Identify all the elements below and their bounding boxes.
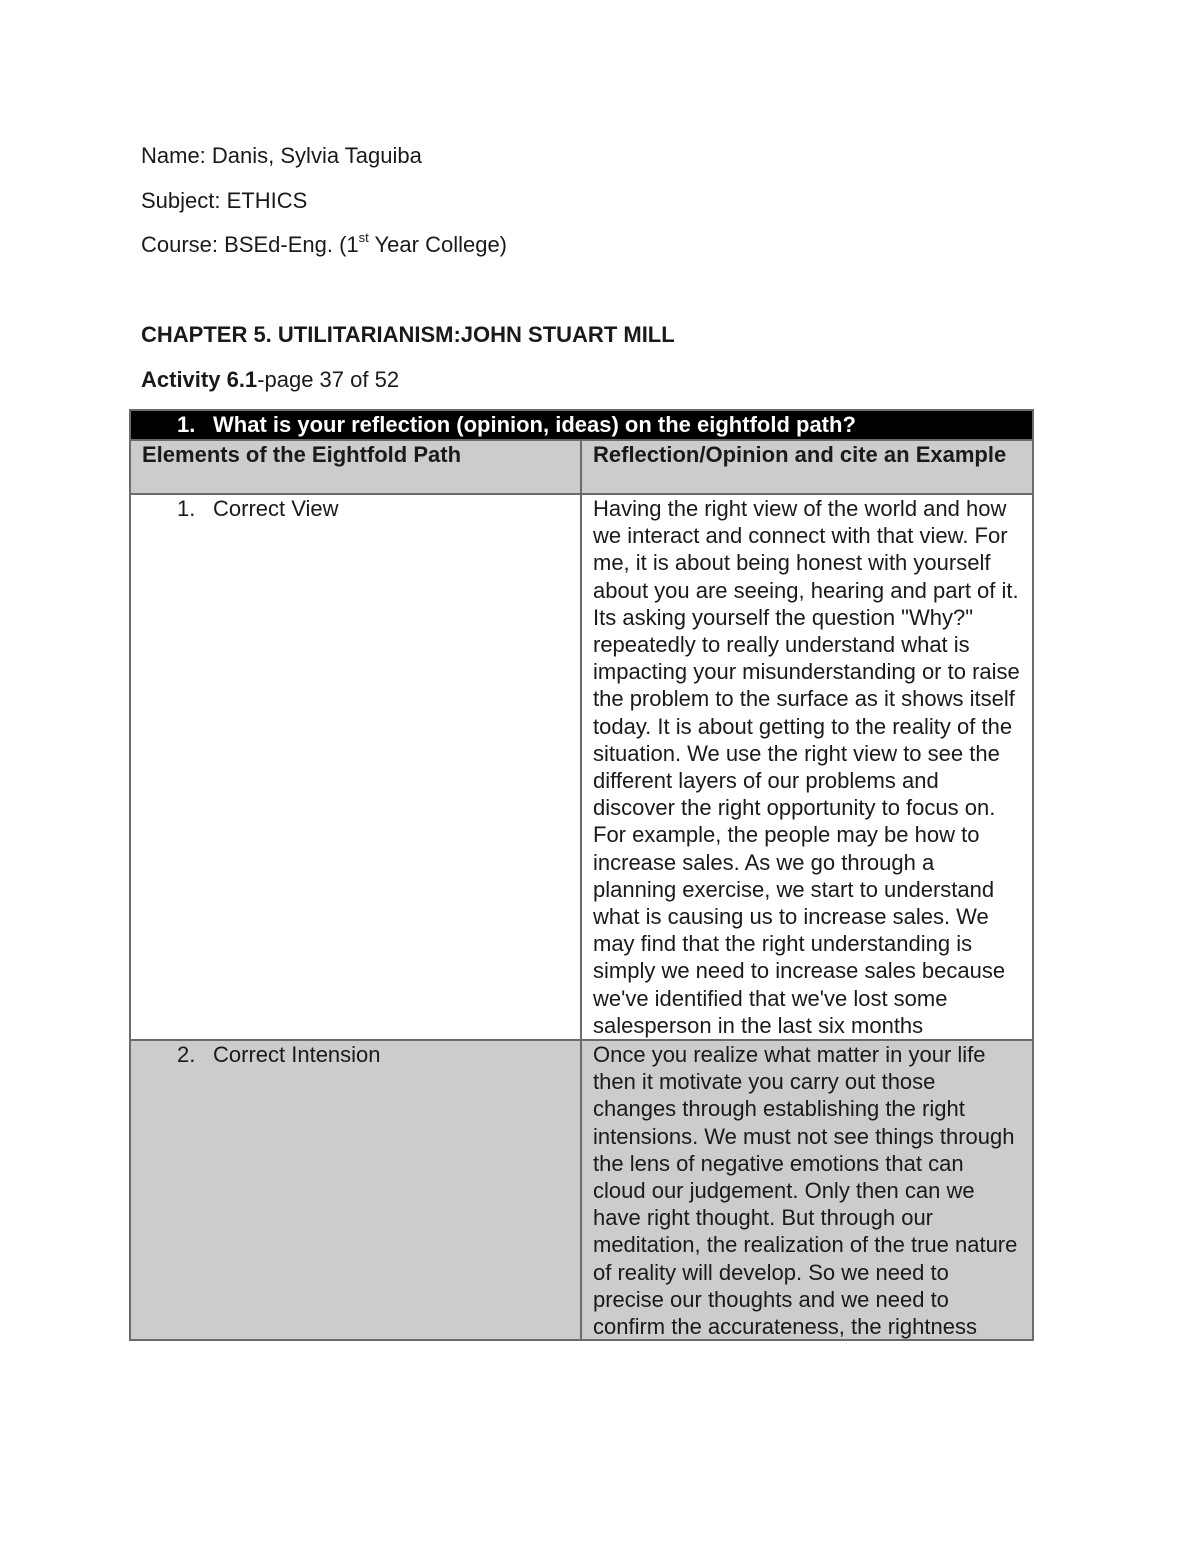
element-cell — [130, 1040, 581, 1340]
subject-line: Subject: ETHICS — [141, 188, 308, 213]
course-prefix: Course: BSEd-Eng. (1 — [141, 232, 359, 257]
activity-page-ref: -page 37 of 52 — [257, 367, 400, 392]
question-number: 1. — [177, 412, 196, 437]
element-label: Correct View — [213, 496, 339, 521]
chapter-title: CHAPTER 5. UTILITARIANISM:JOHN STUART MILL — [141, 322, 675, 347]
reflection-cell: Having the right view of the world and how we interact and connect with that view. For me, it is about being honest with yourself about you are seeing, hearing and part of it. Its asking yourself the question "Why?" repeatedly to really understand what is impacting your misunderstanding or to raise the problem to the surface as it shows itself today. It is about getting to the reality of the situation. We use the right view to see the different layers of our problems and discover the right opportunity to focus on. For example, the people may be how to increase sales. As we go through a planning exercise, we start to understand what is causing us to increase sales. We may find that the right understanding is simply we need to increase sales because we've identified that we've lost some salesperson in the last six months — [581, 494, 1033, 1040]
element-cell — [130, 494, 581, 1040]
activity-label: Activity 6.1 — [141, 367, 258, 392]
element-number: 1. — [177, 496, 196, 521]
question-cell — [130, 410, 1033, 440]
element-number: 2. — [177, 1042, 196, 1068]
col1-header: Elements of the Eightfold Path — [130, 440, 581, 494]
reflection-cell — [581, 1040, 1033, 1340]
question-row — [130, 410, 1033, 440]
header-row — [130, 440, 1033, 494]
col2-header: Reflection/Opinion and cite an Example — [581, 440, 1033, 494]
reflection-text: Once you realize what matter in your life then it motivate you carry out those changes through establishing the right intensions. We must not see things through the lens of negative emotions that can cloud our judgement. Only then can we have right thought. But through our meditation, the realization of the true nature of reality will develop. So we need to precise our thoughts and we need to confirm the accurateness, the rightness — [593, 1042, 1018, 1340]
student-name: Name: Danis, Sylvia Taguiba — [141, 143, 422, 168]
course-superscript: st — [358, 229, 369, 245]
course-suffix: Year College) — [368, 232, 508, 257]
eightfold-path-table — [129, 409, 1034, 1341]
activity-line — [141, 367, 399, 393]
question-text: What is your reflection (opinion, ideas) on the eightfold path? — [213, 412, 856, 437]
element-label: Correct Intension — [213, 1042, 381, 1068]
table-row — [130, 1040, 1033, 1340]
course-line — [141, 229, 508, 258]
table-row — [130, 494, 1033, 1040]
element-clip — [142, 1041, 570, 1339]
